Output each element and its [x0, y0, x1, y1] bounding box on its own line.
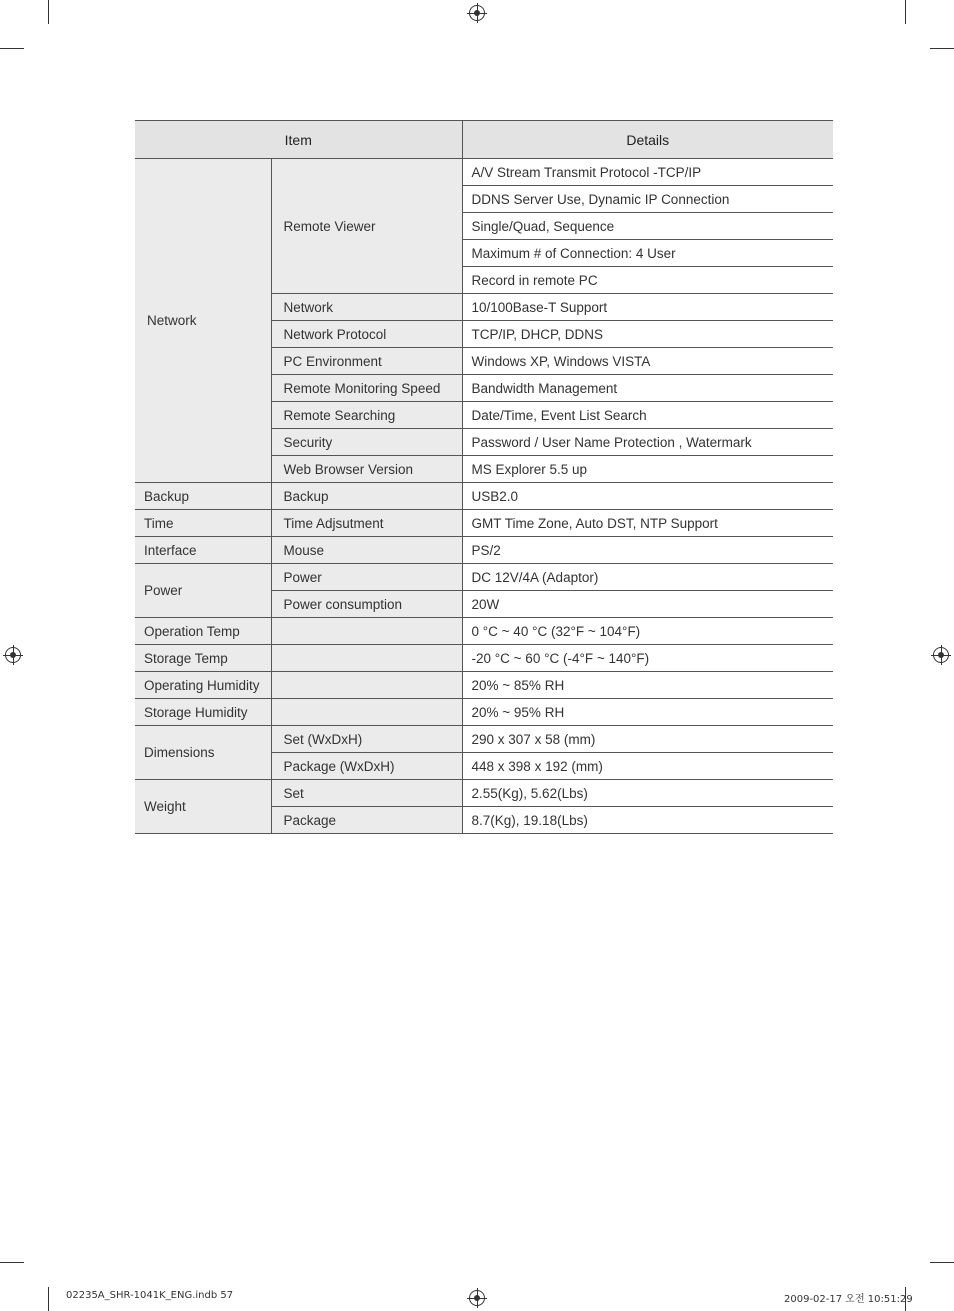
category-dimensions: Dimensions — [135, 726, 271, 780]
table-row — [135, 699, 833, 726]
crop-mark — [905, 0, 906, 24]
sub-security: Security — [271, 429, 462, 456]
detail-cell: 20W — [462, 591, 833, 618]
category-time: Time — [135, 510, 271, 537]
crop-mark — [930, 48, 954, 49]
registration-mark-icon — [469, 1290, 485, 1306]
category-interface: Interface — [135, 537, 271, 564]
header-details: Details — [462, 121, 833, 159]
crop-mark — [0, 48, 24, 49]
category-network: Network — [135, 159, 271, 483]
registration-mark-icon — [5, 647, 21, 663]
crop-mark — [48, 1287, 49, 1311]
sub-empty — [271, 672, 462, 699]
detail-cell: TCP/IP, DHCP, DDNS — [462, 321, 833, 348]
detail-cell: 448 x 398 x 192 (mm) — [462, 753, 833, 780]
detail-cell: 20% ~ 85% RH — [462, 672, 833, 699]
detail-cell: 2.55(Kg), 5.62(Lbs) — [462, 780, 833, 807]
sub-set-weight: Set — [271, 780, 462, 807]
detail-cell: GMT Time Zone, Auto DST, NTP Support — [462, 510, 833, 537]
detail-cell: Single/Quad, Sequence — [462, 213, 833, 240]
sub-remote-viewer: Remote Viewer — [271, 159, 462, 294]
table-row — [135, 780, 833, 807]
detail-cell: Bandwidth Management — [462, 375, 833, 402]
sub-web-browser-version: Web Browser Version — [271, 456, 462, 483]
detail-cell: 10/100Base-T Support — [462, 294, 833, 321]
sub-empty — [271, 618, 462, 645]
sub-backup: Backup — [271, 483, 462, 510]
table-row — [135, 537, 833, 564]
table-row — [135, 159, 833, 186]
detail-cell: Date/Time, Event List Search — [462, 402, 833, 429]
sub-pc-environment: PC Environment — [271, 348, 462, 375]
sub-set-dimensions: Set (WxDxH) — [271, 726, 462, 753]
table-row — [135, 483, 833, 510]
category-power: Power — [135, 564, 271, 618]
detail-cell: -20 °C ~ 60 °C (-4°F ~ 140°F) — [462, 645, 833, 672]
sub-remote-searching: Remote Searching — [271, 402, 462, 429]
table-row — [135, 645, 833, 672]
detail-cell: Record in remote PC — [462, 267, 833, 294]
category-weight: Weight — [135, 780, 271, 834]
detail-cell: DC 12V/4A (Adaptor) — [462, 564, 833, 591]
table-row — [135, 564, 833, 591]
footer-file-info: 02235A_SHR-1041K_ENG.indb 57 — [66, 1290, 234, 1301]
crop-mark — [930, 1262, 954, 1263]
table-row — [135, 510, 833, 537]
sub-network: Network — [271, 294, 462, 321]
detail-cell: 0 °C ~ 40 °C (32°F ~ 104°F) — [462, 618, 833, 645]
table-row — [135, 672, 833, 699]
table-row — [135, 726, 833, 753]
sub-empty — [271, 645, 462, 672]
detail-cell: DDNS Server Use, Dynamic IP Connection — [462, 186, 833, 213]
crop-mark — [0, 1262, 24, 1263]
category-backup: Backup — [135, 483, 271, 510]
detail-cell: Password / User Name Protection , Watermark — [462, 429, 833, 456]
table-row — [135, 618, 833, 645]
detail-cell: Windows XP, Windows VISTA — [462, 348, 833, 375]
sub-empty — [271, 699, 462, 726]
detail-cell: PS/2 — [462, 537, 833, 564]
detail-cell: Maximum # of Connection: 4 User — [462, 240, 833, 267]
sub-time-adjustment: Time Adjsutment — [271, 510, 462, 537]
specification-table — [135, 120, 833, 834]
sub-power-consumption: Power consumption — [271, 591, 462, 618]
footer-timestamp: 2009-02-17 오전 10:51:29 — [784, 1294, 913, 1305]
sub-power: Power — [271, 564, 462, 591]
detail-cell: 8.7(Kg), 19.18(Lbs) — [462, 807, 833, 834]
detail-cell: A/V Stream Transmit Protocol -TCP/IP — [462, 159, 833, 186]
table-header-row — [135, 121, 833, 159]
category-storage-humidity: Storage Humidity — [135, 699, 271, 726]
header-item: Item — [135, 121, 462, 159]
registration-mark-icon — [933, 647, 949, 663]
category-storage-temp: Storage Temp — [135, 645, 271, 672]
sub-remote-monitoring-speed: Remote Monitoring Speed — [271, 375, 462, 402]
sub-mouse: Mouse — [271, 537, 462, 564]
sub-network-protocol: Network Protocol — [271, 321, 462, 348]
crop-mark — [48, 0, 49, 24]
detail-cell: MS Explorer 5.5 up — [462, 456, 833, 483]
detail-cell: 20% ~ 95% RH — [462, 699, 833, 726]
sub-package-weight: Package — [271, 807, 462, 834]
detail-cell: USB2.0 — [462, 483, 833, 510]
category-operation-temp: Operation Temp — [135, 618, 271, 645]
category-operating-humidity: Operating Humidity — [135, 672, 271, 699]
registration-mark-icon — [469, 5, 485, 21]
detail-cell: 290 x 307 x 58 (mm) — [462, 726, 833, 753]
sub-package-dimensions: Package (WxDxH) — [271, 753, 462, 780]
